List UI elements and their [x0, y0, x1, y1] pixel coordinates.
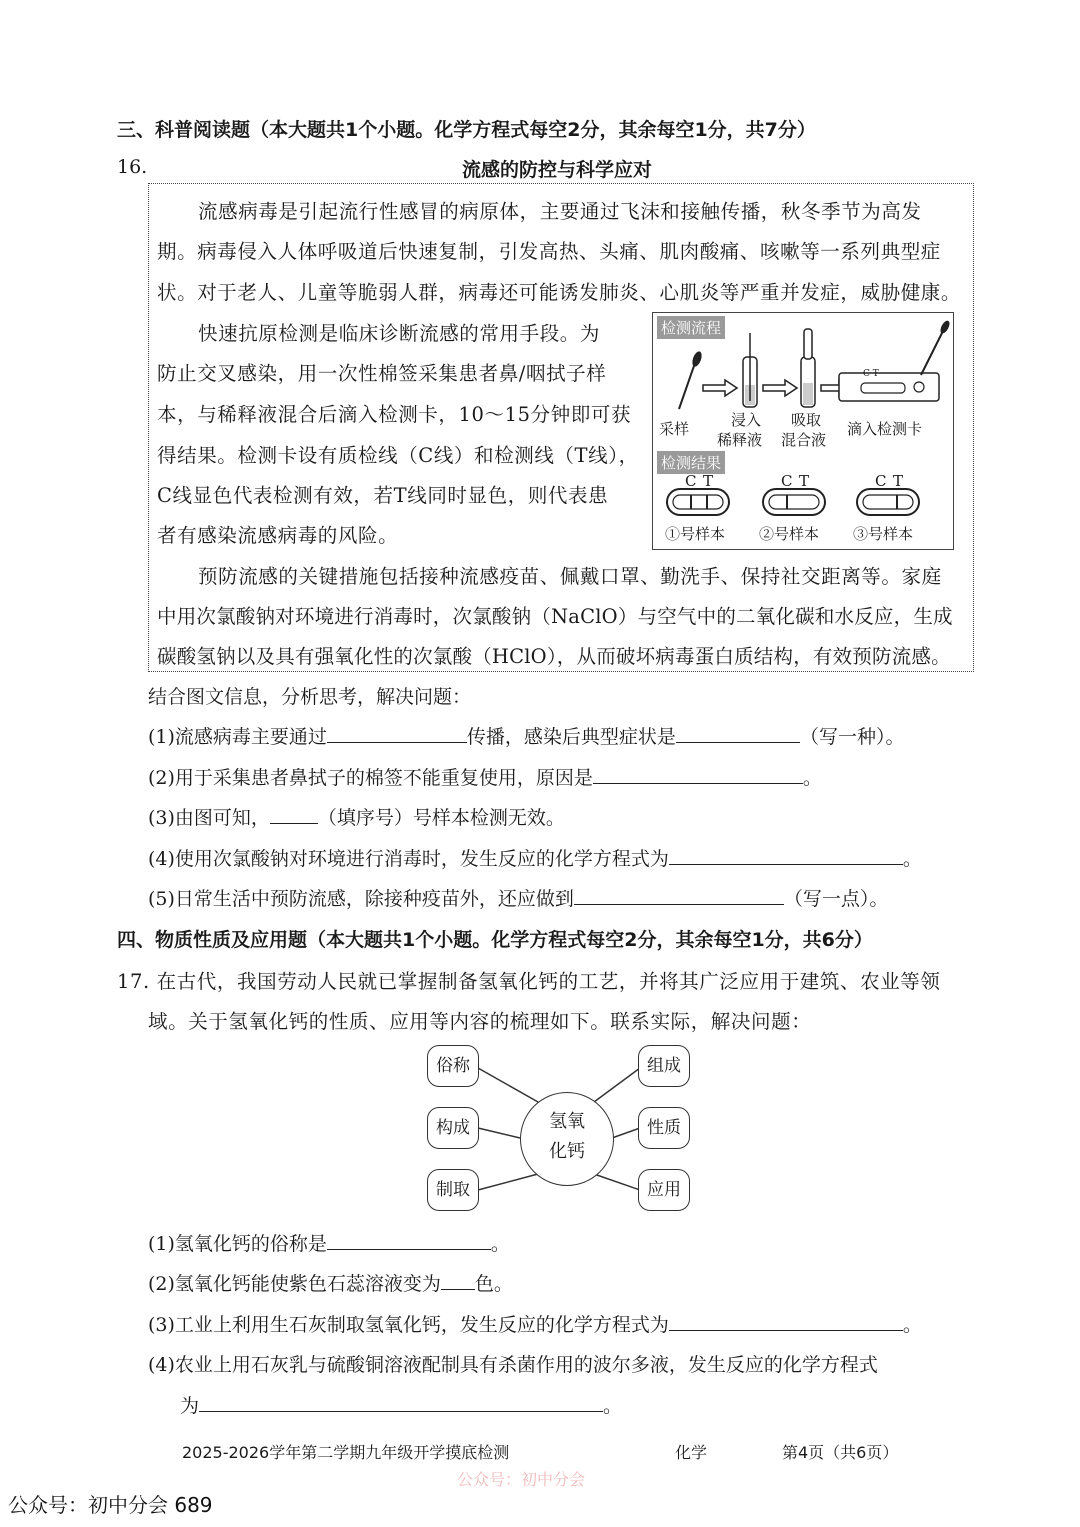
q16-3-text: (3)由图可知，: [148, 807, 270, 829]
para1-line3: 状。对于老人、儿童等脆弱人群，病毒还可能诱发肺炎、心肌炎等严重并发症，威胁健康。: [157, 281, 962, 304]
q17-1: [148, 1229, 510, 1256]
q16-3-post: （填序号）号样本检测无效。: [317, 807, 565, 829]
q17-2: [148, 1269, 513, 1296]
result-strip-1: [667, 489, 729, 515]
step-sampling: 采样: [659, 420, 690, 438]
q17-2-text: (2)氢氧化钙能使紫色石蕊溶液变为: [148, 1273, 441, 1295]
para3-line2: 中用次氯酸钠对环境进行消毒时，次氯酸钠（NaClO）与空气中的二氧化碳和水反应，生成: [157, 605, 953, 628]
q16-1-blank-b[interactable]: [676, 724, 800, 743]
q17-2-post: 色。: [474, 1273, 513, 1295]
mindmap-node-applications: 应用: [638, 1169, 690, 1211]
watermark: 公众号：初中分会: [457, 1470, 586, 1489]
q17-1-text: (1)氢氧化钙的俗称是: [148, 1233, 327, 1255]
q16-1-blank-a[interactable]: [327, 724, 467, 743]
flow-tag: 检测流程: [657, 316, 725, 339]
para2-line3: 本，与稀释液混合后滴入检测卡，10～15分钟即可获: [157, 403, 632, 426]
q16-5-post: （写一点）。: [783, 888, 889, 910]
para2-line2: 防止交叉感染，用一次性棉签采集患者鼻/咽拭子样: [157, 362, 607, 385]
result-strip-3: [857, 489, 919, 515]
q16-4-post: 。: [902, 848, 922, 870]
arrow-icon: [763, 380, 797, 396]
q16-2-text: (2)用于采集患者鼻拭子的棉签不能重复使用，原因是: [148, 767, 593, 789]
section4-heading: 四、物质性质及应用题（本大题共1个小题。化学方程式每空2分，其余每空1分，共6分）: [117, 929, 873, 951]
q17-1-post: 。: [490, 1233, 510, 1255]
q16-1-post: （写一种）。: [799, 726, 905, 748]
strip2-c-label: C: [781, 472, 793, 490]
q17-4-line1: (4)农业上用石灰乳与硫酸铜溶液配制具有杀菌作用的波尔多液，发生反应的化学方程式: [148, 1354, 878, 1376]
strip2-t-label: T: [799, 472, 810, 490]
swab-icon: [679, 350, 703, 409]
tube-icon: [743, 333, 757, 407]
q17-3: [148, 1310, 922, 1337]
step-immerse: 浸入: [731, 411, 762, 429]
arrow-icon: [703, 380, 737, 396]
q16-5: [148, 884, 888, 911]
mindmap-node-preparation: 制取: [427, 1169, 479, 1211]
sample-3-label: ③号样本: [853, 525, 914, 543]
q17-intro-line2: 域。关于氢氧化钙的性质、应用等内容的梳理如下。联系实际，解决问题：: [148, 1010, 812, 1033]
step-mixture: 混合液: [781, 431, 827, 449]
q17-2-blank[interactable]: [441, 1271, 475, 1290]
para1-line1: 流感病毒是引起流行性感冒的病原体，主要通过飞沫和接触传播，秋冬季节为高发: [198, 200, 922, 223]
mindmap-node-common-name: 俗称: [427, 1045, 479, 1087]
step-draw: 吸取: [791, 411, 822, 429]
q16-5-text: (5)日常生活中预防流感，除接种疫苗外，还应做到: [148, 888, 574, 910]
passage-title: 流感的防控与科学应对: [462, 159, 653, 181]
q16-4-blank[interactable]: [669, 846, 903, 865]
center-line2: 化钙: [549, 1141, 585, 1162]
q17-4-blank[interactable]: [199, 1393, 603, 1412]
question-16-number: 16.: [117, 156, 148, 178]
footer-exam-title: 2025-2026学年第二学期九年级开学摸底检测: [182, 1443, 510, 1462]
test-card-icon: [839, 319, 951, 401]
sample-2-label: ②号样本: [759, 525, 820, 543]
q16-2: [148, 763, 822, 790]
q17-3-text: (3)工业上利用生石灰制取氢氧化钙，发生反应的化学方程式为: [148, 1314, 669, 1336]
q17-3-post: 。: [902, 1314, 922, 1336]
footer-page-number: 第4页（共6页）: [782, 1443, 899, 1462]
para2-line1: 快速抗原检测是临床诊断流感的常用手段。为: [198, 322, 601, 345]
para2-line4: 得结果。检测卡设有质检线（C线）和检测线（T线），: [157, 444, 639, 467]
step-drop-card: 滴入检测卡: [847, 420, 923, 438]
step-diluent: 稀释液: [717, 431, 763, 449]
para3-line1: 预防流感的关键措施包括接种流感疫苗、佩戴口罩、勤洗手、保持社交距离等。家庭: [198, 565, 942, 588]
strip3-t-label: T: [893, 472, 904, 490]
section3-heading: 三、科普阅读题（本大题共1个小题。化学方程式每空2分，其余每空1分，共7分）: [117, 119, 816, 141]
q16-5-blank[interactable]: [574, 886, 784, 905]
strip1-c-label: C: [685, 472, 697, 490]
q16-4: [148, 844, 922, 871]
q17-4-line2-text: 为: [180, 1395, 200, 1417]
q16-1: [148, 722, 904, 749]
analysis-prompt: 结合图文信息，分析思考，解决问题：: [148, 686, 472, 708]
mindmap-node-structure: 构成: [427, 1107, 479, 1149]
q16-3-blank[interactable]: [270, 805, 318, 824]
result-tag: 检测结果: [657, 451, 725, 474]
q17-4-post: 。: [603, 1395, 623, 1417]
strip1-t-label: T: [703, 472, 714, 490]
antigen-test-figure: [652, 312, 954, 550]
para3-line3: 碳酸氢钠以及具有强氧化性的次氯酸（HClO），从而破坏病毒蛋白质结构，有效预防流感。: [157, 645, 951, 668]
sample-1-label: ①号样本: [665, 525, 726, 543]
q16-3: [148, 803, 565, 830]
mindmap-node-properties: 性质: [638, 1107, 690, 1149]
q16-2-post: 。: [802, 767, 822, 789]
q17-3-blank[interactable]: [669, 1312, 903, 1331]
strip3-c-label: C: [875, 472, 887, 490]
mindmap-center-calcium-hydroxide: [520, 1092, 614, 1186]
q16-1-mid: 传播，感染后典型症状是: [466, 726, 676, 748]
q17-1-blank[interactable]: [327, 1231, 491, 1250]
q16-4-text: (4)使用次氯酸钠对环境进行消毒时，发生反应的化学方程式为: [148, 848, 669, 870]
q17-4-line2: [180, 1391, 622, 1418]
card-ct-mark: C T: [863, 369, 879, 379]
dropper-tube-icon: [801, 329, 815, 407]
q17-intro-line1: 17. 在古代，我国劳动人民就已掌握制备氢氧化钙的工艺，并将其广泛应用于建筑、农业等领: [117, 970, 941, 993]
q16-2-blank[interactable]: [593, 765, 803, 784]
corner-channel-label: 公众号：初中分会 689: [8, 1493, 213, 1517]
center-line1: 氢氧: [549, 1111, 585, 1132]
result-strip-2: [763, 489, 825, 515]
para2-line5: C线显色代表检测有效，若T线同时显色，则代表患: [157, 484, 609, 507]
footer-subject: 化学: [675, 1443, 708, 1462]
para1-line2: 期。病毒侵入人体呼吸道后快速复制，引发高热、头痛、肌肉酸痛、咳嗽等一系列典型症: [157, 240, 941, 263]
q16-1-text: (1)流感病毒主要通过: [148, 726, 327, 748]
mindmap-node-composition: 组成: [638, 1045, 690, 1087]
para2-line6: 者有感染流感病毒的风险。: [157, 524, 399, 547]
